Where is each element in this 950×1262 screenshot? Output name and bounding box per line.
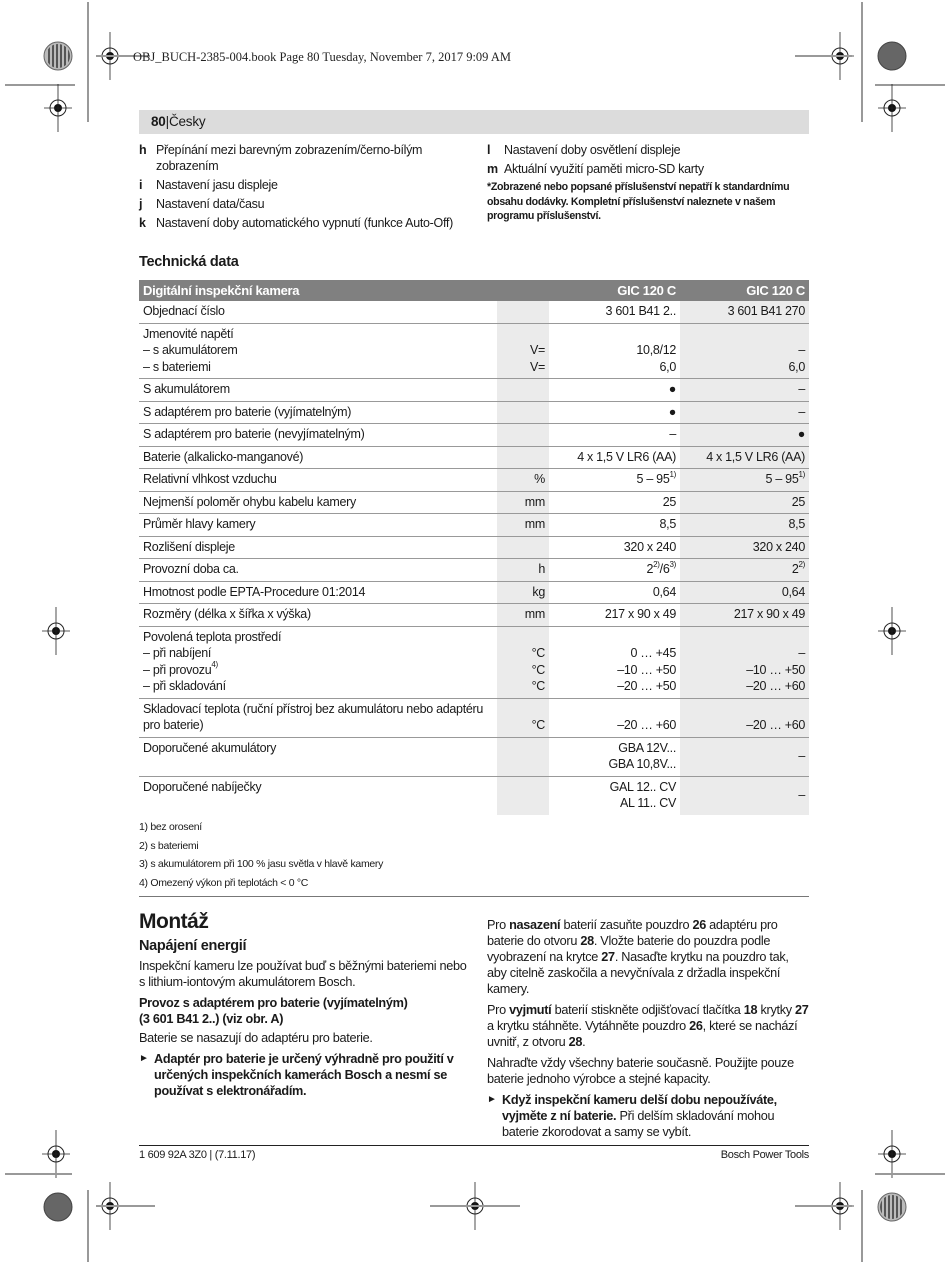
- warning-arrow-icon: ►: [487, 1094, 497, 1105]
- footer-brand: Bosch Power Tools: [720, 1149, 809, 1161]
- table-row: Rozlišení displeje 320 x 240 320 x 240: [139, 536, 809, 559]
- table-row: Skladovací teplota (ruční přístroj bez akumulátoru nebo adaptéru pro baterie) °C –20 … +60 –20 … +60: [139, 698, 809, 737]
- table-row: Průměr hlavy kamery mm 8,5 8,5: [139, 514, 809, 537]
- bullet-icon: ●: [680, 424, 809, 447]
- table-row: Hmotnost podle EPTA-Procedure 01:2014 kg 0,64 0,64: [139, 581, 809, 604]
- footer-doc-number: 1 609 92A 3Z0 | (7.11.17): [139, 1149, 256, 1161]
- legend-right: [487, 142, 809, 224]
- table-row: Nejmenší poloměr ohybu kabelu kamery mm 25 25: [139, 491, 809, 514]
- footnote: 2) s bateriemi: [139, 839, 199, 852]
- footnote: 1) bez orosení: [139, 821, 202, 833]
- table-row: S adaptérem pro baterie (nevyjímatelným) – ●: [139, 424, 809, 447]
- paragraph-replace: Nahraďte vždy všechny baterie současně. Použijte pouze baterie jednoho výrobce a stejné kapacity.: [487, 1056, 794, 1086]
- warning-item: ► Adaptér pro baterie je určený výhradně pro použití v určených inspekčních kamerách Bosch a nesmí se používat s elektronářadím.: [139, 1052, 454, 1098]
- table-row: Doporučené akumulátory GBA 12V... GBA 10,8V... –: [139, 737, 809, 776]
- paragraph: Baterie se nasazují do adaptéru pro baterie.: [139, 1031, 373, 1045]
- print-slug: OBJ_BUCH-2385-004.book Page 80 Tuesday, November 7, 2017 9:09 AM: [133, 50, 512, 64]
- tech-data-table: [139, 280, 809, 815]
- accessory-note: *Zobrazené nebo popsané příslušenství nepatří k standardnímu obsahu dodávky. Kompletní příslušenství naleznete v našem programu příslušenství.: [487, 181, 790, 222]
- subheading: Provoz s adaptérem pro baterie (vyjímatelným) (3 601 B41 2..) (viz obr. A): [139, 996, 408, 1026]
- legend-item: i Nastavení jasu displeje: [139, 178, 278, 192]
- header-col1: GIC 120 C: [549, 280, 680, 301]
- legend-left: [139, 142, 469, 234]
- subsection-title: Napájení energií: [139, 938, 247, 954]
- table-row: Provozní doba ca. h 2$^{2)}$/6$^{3)}$ 2$^{2)}$: [139, 559, 809, 582]
- table-row: Rozměry (délka x šířka x výška) mm 217 x 90 x 49 217 x 90 x 49: [139, 604, 809, 627]
- montaz-right-column: [487, 917, 809, 1145]
- table-row: S akumulátorem ● –: [139, 379, 809, 402]
- bullet-icon: ●: [549, 401, 680, 424]
- legend-item: h Přepínání mezi barevným zobrazením/černo-bílým zobrazením: [139, 143, 423, 173]
- table-row: Relativní vlhkost vzduchu % 5 – 95$^{1)}$ 5 – 95$^{1)}$: [139, 469, 809, 492]
- running-header: [139, 110, 809, 134]
- warning-arrow-icon: ►: [139, 1053, 149, 1064]
- paragraph-remove: Pro vyjmutí baterií stiskněte odjišťovací tlačítka 18 krytky 27 a krytku stáhněte. Vytáhněte pouzdro 26, které se nachází uvnitř, z otvoru 28.: [487, 1003, 809, 1049]
- header-label: Digitální inspekční kamera: [139, 280, 549, 301]
- footnote: 3) s akumulátorem při 100 % jasu světla v hlavě kamery: [139, 858, 384, 870]
- montaz-left-column: [139, 910, 469, 1104]
- table-header-row: [139, 280, 809, 301]
- header-col2: GIC 120 C: [680, 280, 809, 301]
- bullet-icon: ●: [549, 379, 680, 402]
- table-row: Doporučené nabíječky GAL 12.. CV AL 11.. CV –: [139, 776, 809, 815]
- footer-divider: [139, 1145, 809, 1146]
- table-row: Jmenovité napětí – s akumulátorem – s bateriemi V= V= 10,8/12 6,0 – 6,0: [139, 323, 809, 379]
- table-row: S adaptérem pro baterie (vyjímatelným) ● –: [139, 401, 809, 424]
- header-separator: |: [165, 114, 169, 129]
- header-language: Česky: [168, 114, 206, 129]
- tech-data-heading: Technická data: [139, 254, 239, 270]
- table-row: Povolená teplota prostředí – při nabíjení – při provozu$^{4)}$ – při skladování °C °C °C 0 … +45 –10 … +50 –20 … +50 – –10 … +50 –20 … +60: [139, 626, 809, 698]
- legend-item: k Nastavení doby automatického vypnutí (funkce Auto-Off): [139, 216, 453, 230]
- page-number: 80: [151, 114, 166, 129]
- table-row: Baterie (alkalicko-manganové) 4 x 1,5 V LR6 (AA) 4 x 1,5 V LR6 (AA): [139, 446, 809, 469]
- warning-item: ► Když inspekční kameru delší dobu nepoužíváte, vyjměte z ní baterie. Při delším skladování mohou baterie zkorodovat a samy se vybít.: [487, 1093, 777, 1139]
- footnote: 4) Omezený výkon při teplotách < 0 °C: [139, 876, 309, 889]
- paragraph-insert: Pro nasazení baterií zasuňte pouzdro 26 adaptéru pro baterie do otvoru 28. Vložte baterie do pouzdra podle vyobrazení na krytce 27. Nasaďte krytku na pouzdro tak, aby citelně zaskočila a nevyčnívala z držadla inspekční kamery.: [487, 918, 789, 996]
- section-title: Montáž: [139, 910, 209, 933]
- table-row: Objednací číslo 3 601 B41 2.. 3 601 B41 270: [139, 301, 809, 323]
- legend-item: m Aktuální využití paměti micro-SD karty: [487, 162, 704, 176]
- table-footnotes: [139, 818, 809, 897]
- legend-item: j Nastavení data/času: [139, 197, 265, 211]
- intro-paragraph: Inspekční kameru lze používat buď s běžnými bateriemi nebo s lithium-iontovým akumulátorem Bosch.: [139, 959, 467, 989]
- legend-item: l Nastavení doby osvětlení displeje: [487, 143, 681, 157]
